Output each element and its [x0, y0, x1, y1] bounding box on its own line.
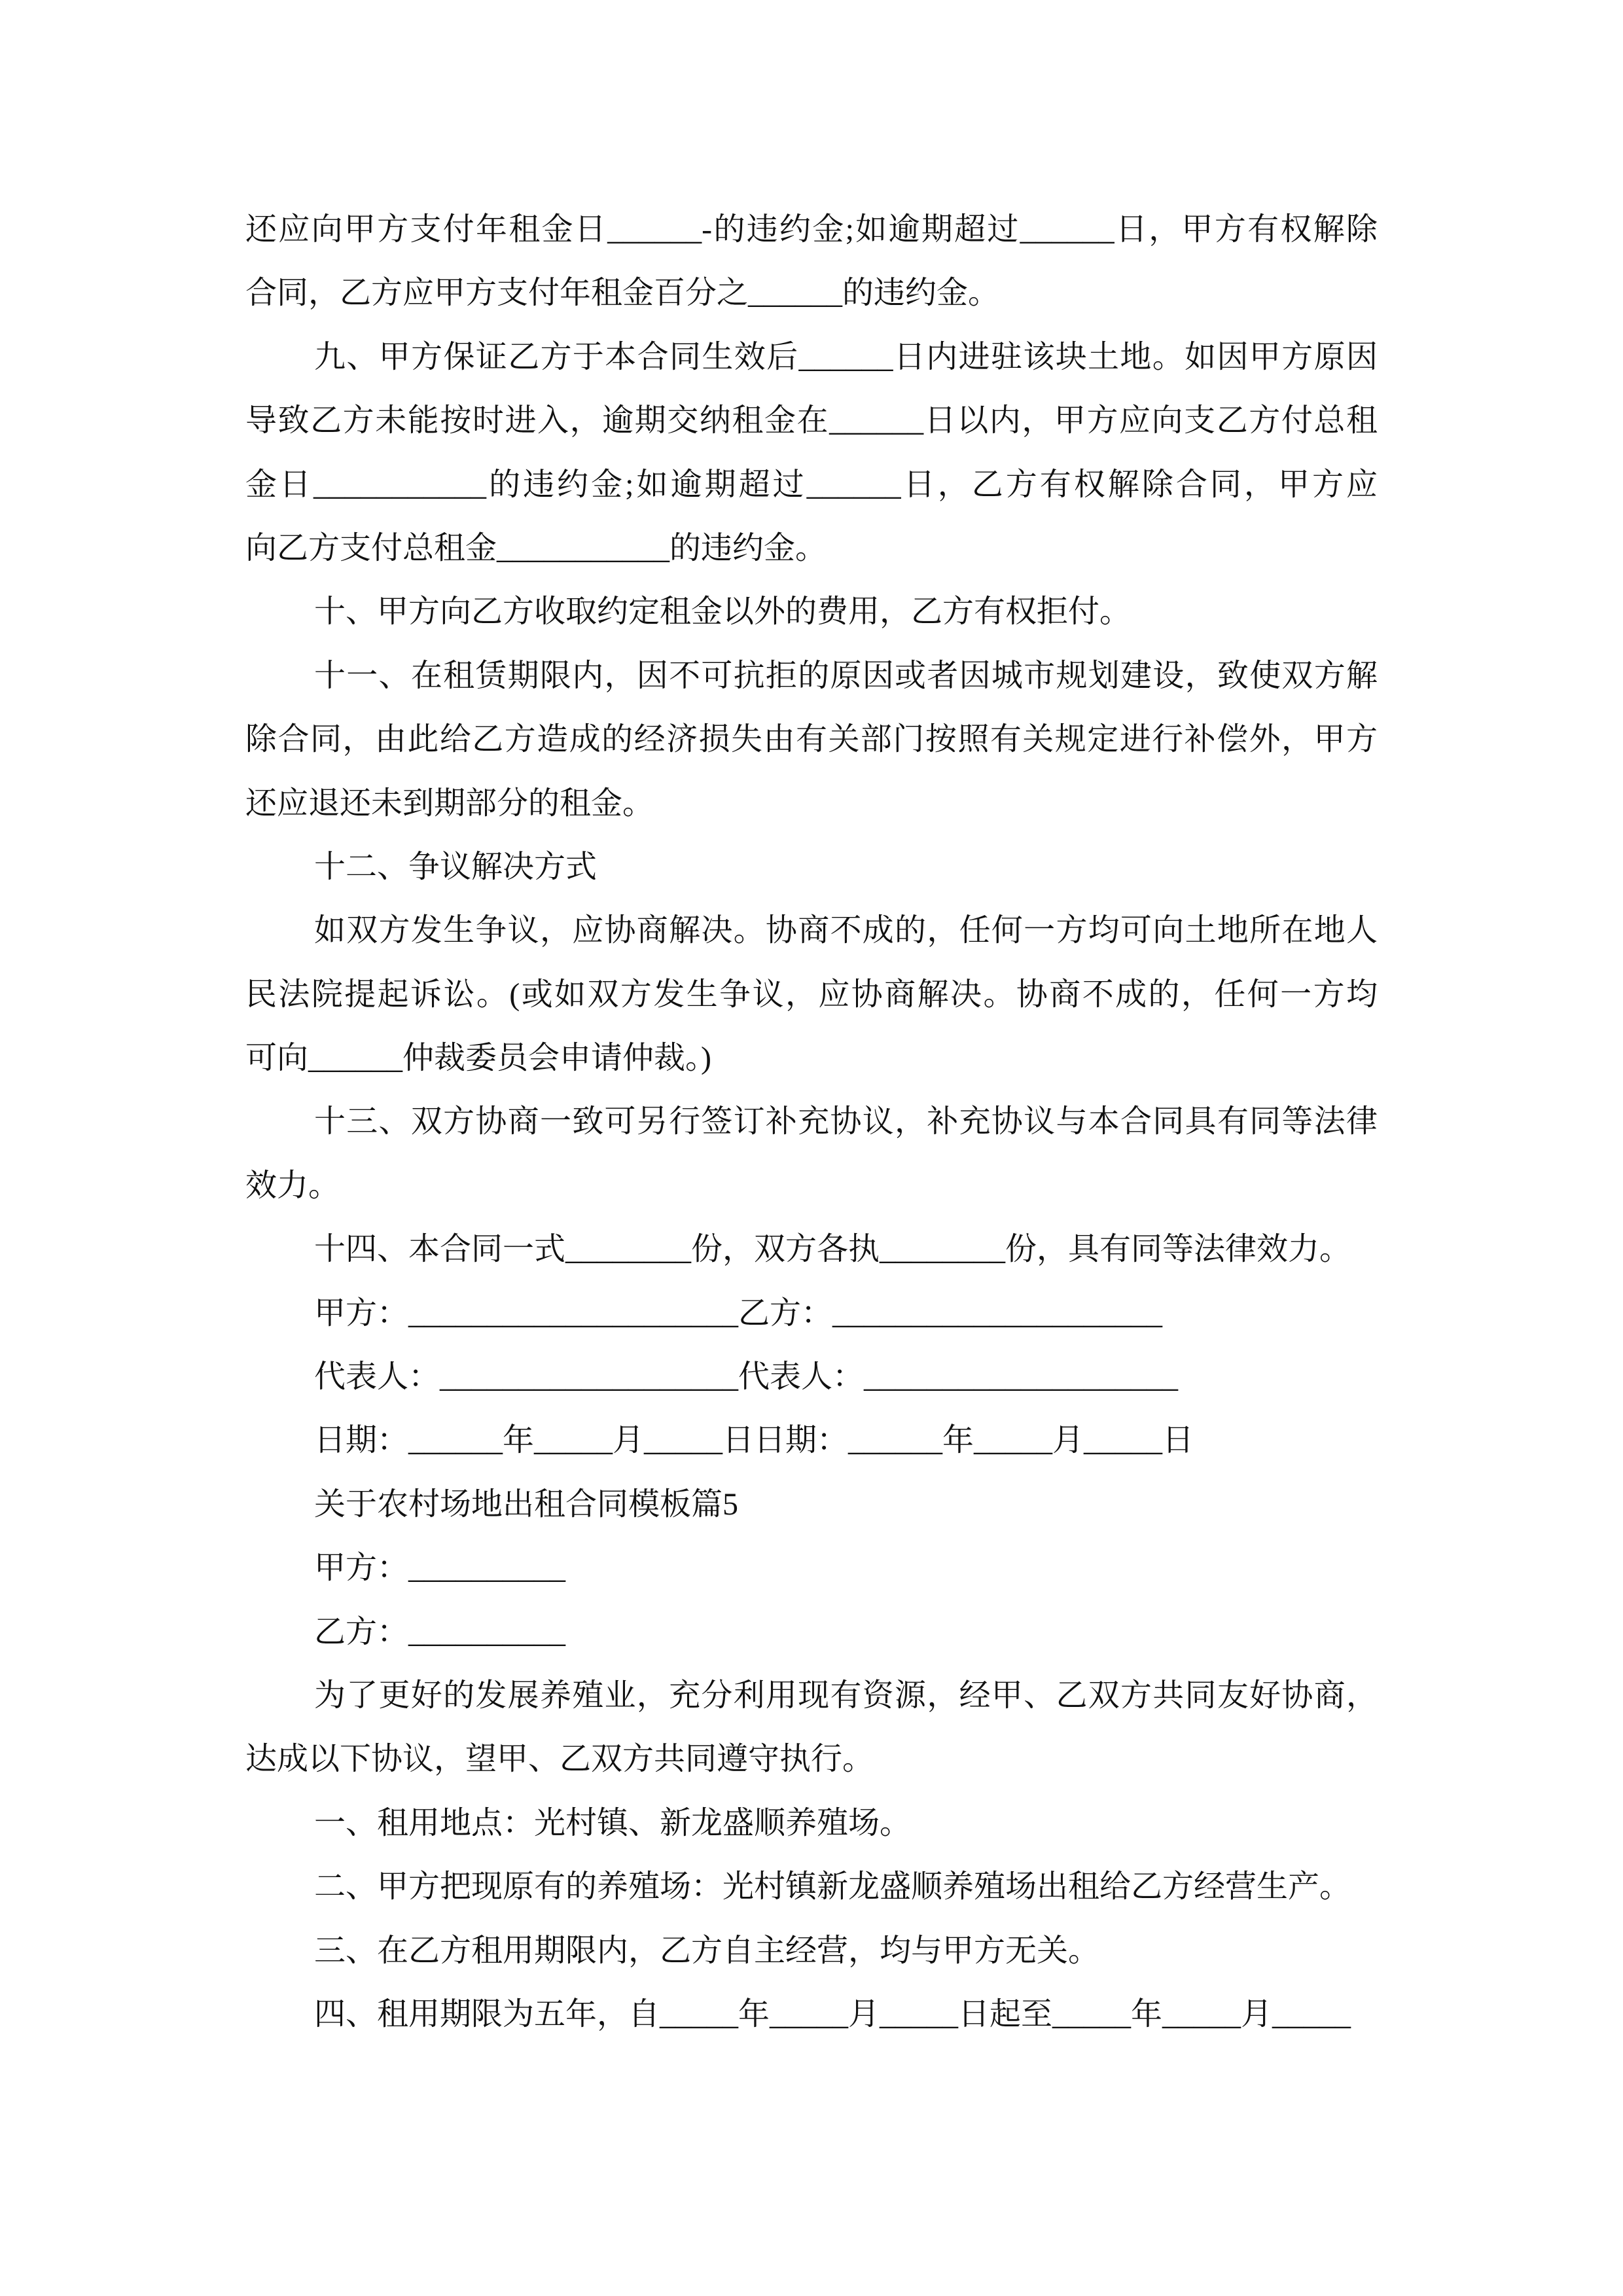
text-line: 如双方发生争议，应协商解决。协商不成的，任何一方均可向土地所在地人: [314, 913, 1378, 948]
text-line: 合同，乙方应甲方支付年租金百分之______的违约金。: [245, 276, 1000, 311]
clause-13: 十三、双方协商一致可另行签订补充协议，补充协议与本合同具有同等法律: [314, 1104, 1378, 1139]
clause-9: 九、甲方保证乙方于本合同生效后______日内进驻该块土地。如因甲方原因: [314, 339, 1378, 374]
text-line: 还应退还未到期部分的租金。: [245, 785, 654, 821]
party-a-line: 甲方：__________: [314, 1551, 566, 1586]
signature-representative-line: 代表人：___________________代表人：____________________: [314, 1359, 1179, 1395]
signature-party-line: 甲方：_____________________乙方：_____________________: [314, 1295, 1163, 1331]
clause-14: 十四、本合同一式________份，双方各执________份，具有同等法律效力。: [314, 1232, 1351, 1267]
text-line: 达成以下协议，望甲、乙双方共同遵守执行。: [245, 1742, 874, 1777]
text-line: 金日___________的违约金;如逾期超过______日，乙方有权解除合同，甲方应: [245, 467, 1378, 502]
text-line: 还应向甲方支付年租金日______-的违约金;如逾期超过______日，甲方有权解除: [245, 212, 1378, 247]
text-line: 导致乙方未能按时进入，逾期交纳租金在______日以内，甲方应向支乙方付总租: [245, 403, 1378, 439]
clause-10: 十、甲方向乙方收取约定租金以外的费用，乙方有权拒付。: [314, 594, 1132, 630]
clause-11: 十一、在租赁期限内，因不可抗拒的原因或者因城市规划建设，致使双方解: [314, 658, 1378, 693]
text-line: 民法院提起诉讼。(或如双方发生争议，应协商解决。协商不成的，任何一方均: [245, 977, 1378, 1012]
text-line: 向乙方支付总租金___________的违约金。: [245, 530, 827, 565]
section-title: 关于农村场地出租合同模板篇5: [314, 1486, 739, 1522]
party-b-line: 乙方：__________: [314, 1614, 566, 1649]
clause-12-heading: 十二、争议解决方式: [314, 849, 597, 884]
preamble: 为了更好的发展养殖业，充分利用现有资源，经甲、乙双方共同友好协商，: [314, 1677, 1378, 1713]
signature-date-line: 日期：______年_____月_____日日期：______年_____月_____日: [314, 1423, 1194, 1458]
clause-3: 三、在乙方租用期限内，乙方自主经营，均与甲方无关。: [314, 1933, 1100, 1968]
clause-4: 四、租用期限为五年，自_____年_____月_____日起至_____年_____月_____: [314, 1996, 1351, 2032]
text-line: 可向______仲裁委员会申请仲裁。): [245, 1041, 711, 1076]
text-line: 除合同，由此给乙方造成的经济损失由有关部门按照有关规定进行补偿外，甲方: [245, 722, 1378, 757]
text-line: 效力。: [245, 1168, 340, 1203]
document-page: [245, 198, 1378, 2046]
clause-1: 一、租用地点：光村镇、新龙盛顺养殖场。: [314, 1805, 912, 1840]
clause-2: 二、甲方把现原有的养殖场：光村镇新龙盛顺养殖场出租给乙方经营生产。: [314, 1869, 1351, 1905]
